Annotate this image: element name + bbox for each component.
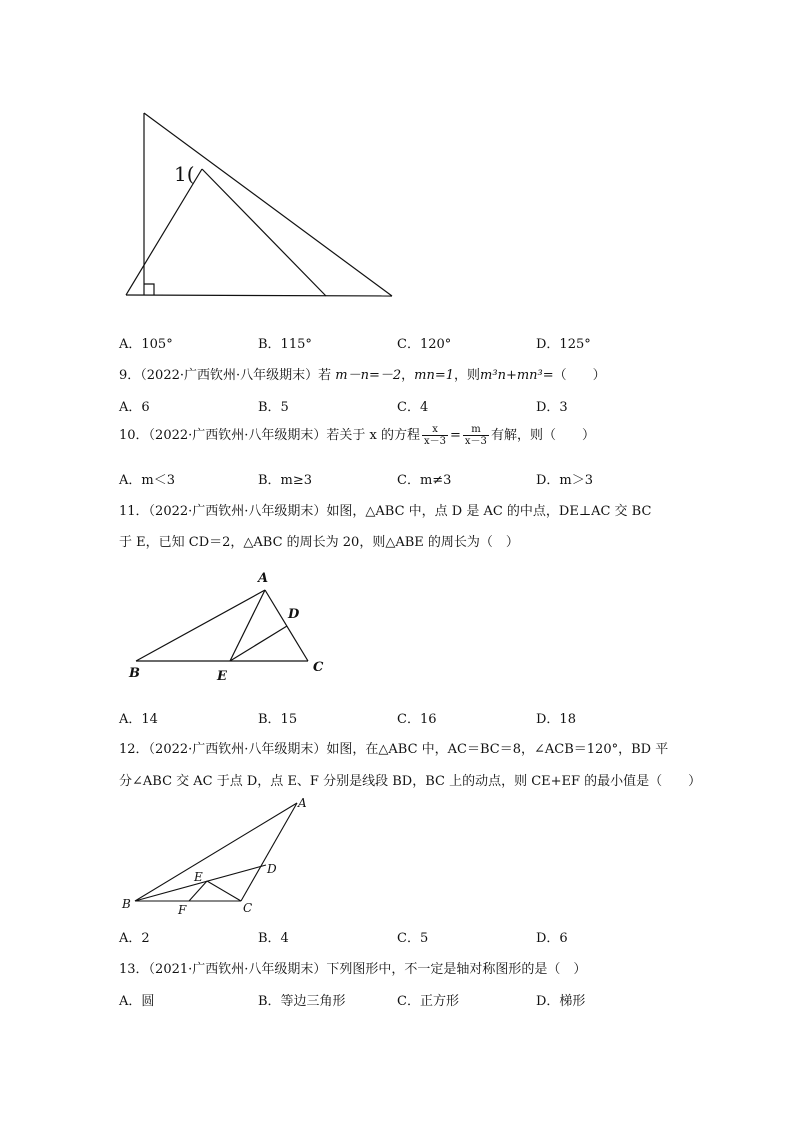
q9-option-a[interactable]: A．6 <box>119 400 150 415</box>
label-a: A <box>258 571 269 586</box>
q10-option-a[interactable]: A．m＜3 <box>119 473 175 488</box>
question-11-line-1: 11．（2022·广西钦州·八年级期末）如图，△ABC 中，点 D 是 AC 的中点，DE⊥AC 交 BC <box>119 504 652 519</box>
q10-frac2-denominator: x－3 <box>464 436 487 447</box>
q13-option-a[interactable]: A．圆 <box>119 994 155 1009</box>
fig8-base <box>126 295 392 296</box>
fig8-segment-right <box>202 169 326 296</box>
question-12-line-1: 12．（2022·广西钦州·八年级期末）如图，在△ABC 中，AC＝BC＝8，∠ACB＝120°，BD 平 <box>119 742 669 757</box>
q10-option-c[interactable]: C．m≠3 <box>397 473 452 488</box>
fig8-segment-left <box>126 169 202 295</box>
fig11-side-ab <box>136 590 265 661</box>
q11-option-a[interactable]: A．14 <box>119 712 158 727</box>
q13-option-b[interactable]: B．等边三角形 <box>258 994 346 1009</box>
q10-equals: = <box>450 428 461 443</box>
question-9-stem <box>119 364 606 383</box>
question-10-stem <box>119 424 595 447</box>
question-11-figure <box>120 565 340 690</box>
q12-option-b[interactable]: B．4 <box>258 931 289 946</box>
q9-answer-blank: （ ） <box>553 368 606 383</box>
q10-option-d[interactable]: D．m＞3 <box>536 473 594 488</box>
q9-mid: ，则 <box>454 368 481 383</box>
q12-option-c[interactable]: C．5 <box>397 931 429 946</box>
q10-frac2-numerator: m <box>463 424 489 436</box>
question-11-line-2: 于 E，已知 CD＝2，△ABC 的周长为 20，则△ABE 的周长为（ ） <box>119 535 519 550</box>
label-e: E <box>217 669 227 684</box>
label-c: C <box>243 901 253 915</box>
angle-1-label: 1( <box>174 162 195 186</box>
q10-fraction-left <box>422 424 448 447</box>
label-e: E <box>194 870 203 884</box>
q9-condition-1: m－n=－2 <box>335 368 402 383</box>
q9-option-d[interactable]: D．3 <box>536 400 568 415</box>
q10-suffix: 有解，则（ ） <box>490 428 595 443</box>
label-b: B <box>122 897 131 911</box>
q8-option-b[interactable]: B．115° <box>258 337 312 352</box>
q12-option-d[interactable]: D．6 <box>536 931 568 946</box>
q9-condition-2: mn=1 <box>414 368 455 383</box>
q11-option-d[interactable]: D．18 <box>536 712 576 727</box>
q13-option-c[interactable]: C．正方形 <box>397 994 459 1009</box>
q9-prefix: 9．（2022·广西钦州·八年级期末）若 <box>119 368 332 383</box>
label-b: B <box>129 666 140 681</box>
q9-option-b[interactable]: B．5 <box>258 400 289 415</box>
q10-option-b[interactable]: B．m≥3 <box>258 473 313 488</box>
label-f: F <box>178 903 187 917</box>
q10-fraction-right <box>463 424 489 447</box>
q8-option-c[interactable]: C．120° <box>397 337 452 352</box>
question-12-figure <box>115 795 315 920</box>
label-c: C <box>313 660 324 675</box>
q10-prefix: 10．（2022·广西钦州·八年级期末）若关于 x 的方程 <box>119 428 420 443</box>
label-a: A <box>298 796 307 810</box>
label-d: D <box>288 607 300 622</box>
question-13-stem: 13．（2021·广西钦州·八年级期末）下列图形中，不一定是轴对称图形的是（ ） <box>119 962 587 977</box>
question-12-line-2: 分∠ABC 交 AC 于点 D，点 E、F 分别是线段 BD，BC 上的动点，则 CE+EF 的最小值是（ ） <box>119 774 702 789</box>
q11-option-b[interactable]: B．15 <box>258 712 298 727</box>
fig11-side-ac <box>265 590 308 661</box>
q11-option-c[interactable]: C．16 <box>397 712 437 727</box>
q12-option-a[interactable]: A．2 <box>119 931 150 946</box>
q9-separator: ， <box>401 368 415 383</box>
fig12-side-ac <box>241 803 297 901</box>
q10-frac1-numerator: x <box>422 424 448 436</box>
right-angle-mark <box>144 284 154 295</box>
label-d: D <box>267 862 277 876</box>
q8-option-a[interactable]: A．105° <box>119 337 173 352</box>
fig12-segment-ce <box>207 881 241 901</box>
q8-option-d[interactable]: D．125° <box>536 337 591 352</box>
q13-option-d[interactable]: D．梯形 <box>536 994 586 1009</box>
q9-option-c[interactable]: C．4 <box>397 400 429 415</box>
q10-frac1-denominator: x－3 <box>424 436 447 447</box>
question-8-figure <box>110 105 410 305</box>
q9-expression: m³n+mn³= <box>480 368 554 383</box>
